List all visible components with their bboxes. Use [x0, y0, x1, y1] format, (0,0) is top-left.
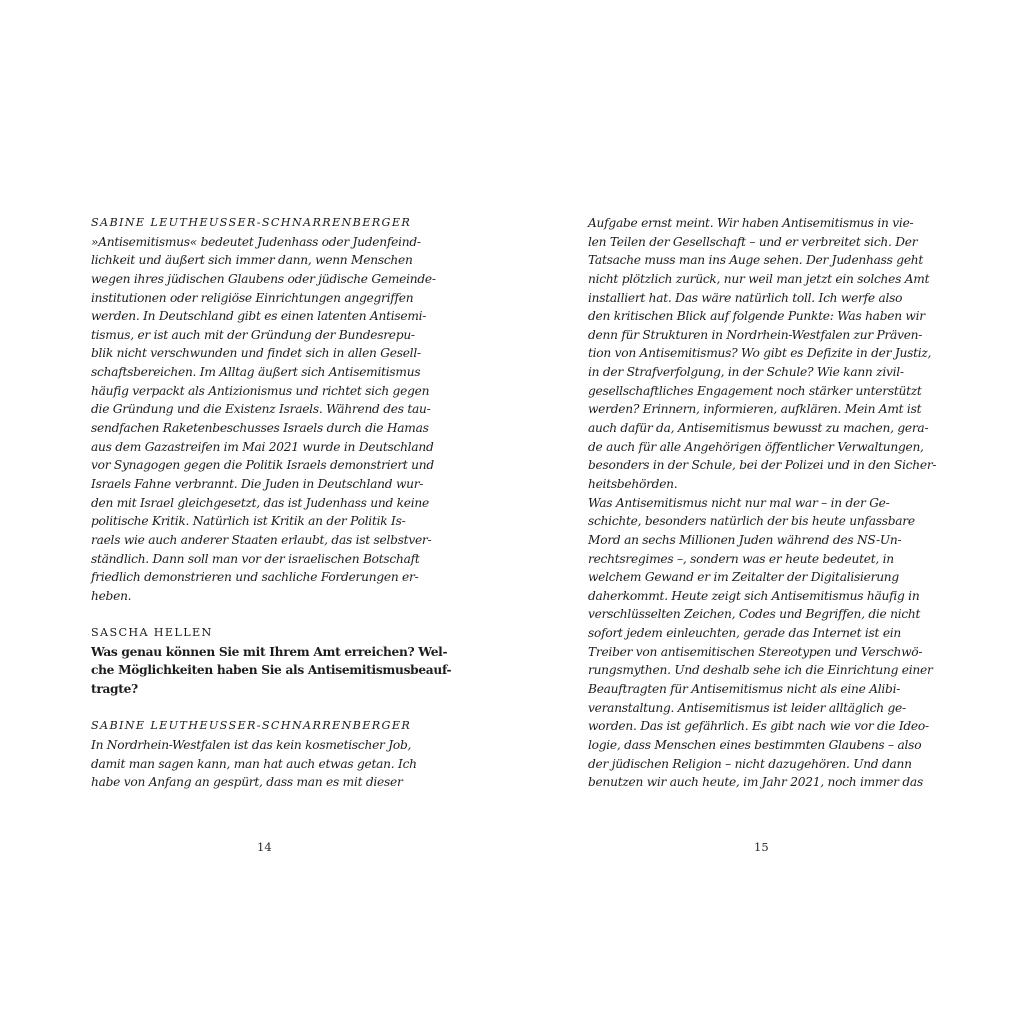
right-page-text — [588, 214, 948, 792]
text-line: tion von Antisemitismus? Wo gibt es Defizite in der Justiz, — [588, 346, 932, 361]
text-line: sendfachen Raketenbeschusses Israels durch die Hamas — [91, 421, 429, 436]
question-line: tragte? — [91, 682, 138, 697]
text-line: heitsbehörden. — [588, 476, 678, 491]
text-line: aus dem Gazastreifen im Mai 2021 wurde in Deutschland — [91, 439, 434, 454]
text-line: Tatsache muss man ins Auge sehen. Der Judenhass geht — [588, 253, 924, 268]
text-line: nicht plötzlich zurück, nur weil man jetzt ein solches Amt — [588, 271, 930, 286]
text-line: verschlüsselten Zeichen, Codes und Begriffen, die nicht — [588, 607, 921, 622]
text-line: veranstaltung. Antisemitismus ist leider alltäglich ge- — [588, 700, 906, 715]
text-line: schichte, besonders natürlich der bis heute unfassbare — [588, 514, 915, 529]
left-page-text — [91, 214, 451, 792]
text-line: Beauftragten für Antisemitismus nicht als eine Alibi- — [588, 682, 901, 697]
text-line: Treiber von antisemitischen Stereotypen und Verschwö- — [588, 644, 923, 659]
text-line: daherkommt. Heute zeigt sich Antisemitismus häufig in — [588, 588, 920, 603]
text-line: raels wie auch anderer Staaten erlaubt, das ist selbstver- — [91, 532, 432, 547]
text-line: wegen ihres jüdischen Glaubens oder jüdische Gemeinde- — [91, 271, 436, 286]
speaker-name: SABINE LEUTHEUSSER-SCHNARRENBERGER — [91, 216, 412, 229]
text-line: die Gründung und die Existenz Israels. Während des tau- — [91, 402, 431, 417]
page-number: 14 — [257, 840, 272, 854]
text-line: besonders in der Schule, bei der Polizei und in den Sicher- — [588, 458, 937, 473]
text-line: rechtsregimes –, sondern was er heute bedeutet, in — [588, 551, 894, 566]
text-line: denn für Strukturen in Nordrhein-Westfalen zur Präven- — [588, 327, 923, 342]
text-line: heben. — [91, 588, 132, 603]
text-line: politische Kritik. Natürlich ist Kritik an der Politik Is- — [91, 514, 406, 529]
speaker-name: SABINE LEUTHEUSSER-SCHNARRENBERGER — [91, 719, 412, 733]
text-line: werden? Erinnern, informieren, aufklären. Mein Amt ist — [588, 402, 922, 417]
text-line: schaftsbereichen. Im Alltag äußert sich Antisemitismus — [91, 365, 421, 380]
text-line: Was Antisemitismus nicht nur mal war – in der Ge- — [588, 495, 890, 510]
text-line: ständlich. Dann soll man vor der israelischen Botschaft — [91, 551, 420, 566]
text-line: häufig verpackt als Antizionismus und richtet sich gegen — [91, 383, 430, 398]
text-line: sofort jedem einleuchten, gerade das Internet ist ein — [588, 626, 902, 641]
text-line: in der Strafverfolgung, in der Schule? Wie kann zivil- — [588, 365, 904, 380]
page-number: 15 — [754, 840, 769, 854]
paragraph-gap — [91, 605, 451, 624]
paragraph-gap — [91, 699, 451, 718]
text-line: friedlich demonstrieren und sachliche Forderungen er- — [91, 570, 419, 585]
text-line: de auch für alle Angehörigen öffentlicher Verwaltungen, — [588, 439, 924, 454]
question-block — [91, 643, 451, 699]
text-line: tismus, er ist auch mit der Gründung der Bundesrepu- — [91, 327, 415, 342]
answer-block — [91, 233, 451, 606]
answer-block — [91, 736, 451, 792]
text-line: blik nicht verschwunden und findet sich in allen Gesell- — [91, 346, 421, 361]
question-line: Was genau können Sie mit Ihrem Amt erreichen? Wel- — [91, 644, 448, 659]
text-line: Mord an sechs Millionen Juden während des NS-Un- — [588, 532, 902, 547]
text-line: logie, dass Menschen eines bestimmten Glaubens – also — [588, 737, 922, 752]
text-line: »Antisemitismus« bedeutet Judenhass oder Judenfeind- — [91, 234, 421, 249]
text-line: In Nordrhein-Westfalen ist das kein kosmetischer Job, — [91, 737, 412, 752]
text-line: der jüdischen Religion – nicht dazugehören. Und dann — [588, 756, 912, 771]
text-line: Aufgabe ernst meint. Wir haben Antisemitismus in vie- — [588, 216, 914, 230]
text-line: rungsmythen. Und deshalb sehe ich die Einrichtung einer — [588, 663, 933, 678]
text-line: den mit Israel gleichgesetzt, das ist Judenhass und keine — [91, 495, 429, 510]
question-line: che Möglichkeiten haben Sie als Antisemitismusbeauf- — [91, 663, 452, 678]
speaker-name: SASCHA HELLEN — [91, 626, 213, 640]
text-line: welchem Gewand er im Zeitalter der Digitalisierung — [588, 570, 899, 585]
text-line: damit man sagen kann, man hat auch etwas getan. Ich — [91, 756, 417, 771]
text-line: lichkeit und äußert sich immer dann, wenn Menschen — [91, 253, 413, 268]
text-line: installiert hat. Das wäre natürlich toll. Ich werfe also — [588, 290, 903, 305]
text-line: habe von Anfang an gespürt, dass man es mit dieser — [91, 775, 403, 790]
text-line: Israels Fahne verbrannt. Die Juden in Deutschland wur- — [91, 476, 424, 491]
text-line: len Teilen der Gesellschaft – und er verbreitet sich. Der — [588, 234, 918, 249]
text-line: gesellschaftliches Engagement noch stärker unterstützt — [588, 383, 922, 398]
text-line: benutzen wir auch heute, im Jahr 2021, noch immer das — [588, 775, 923, 790]
text-line: institutionen oder religiöse Einrichtungen angegriffen — [91, 290, 414, 305]
text-line: auch dafür da, Antisemitismus bewusst zu machen, gera- — [588, 421, 929, 436]
text-line: worden. Das ist gefährlich. Es gibt nach wie vor die Ideo- — [588, 719, 929, 734]
text-line: vor Synagogen gegen die Politik Israels demonstriert und — [91, 458, 434, 473]
text-line: werden. In Deutschland gibt es einen latenten Antisemi- — [91, 309, 427, 324]
text-line: den kritischen Blick auf folgende Punkte: Was haben wir — [588, 309, 925, 324]
